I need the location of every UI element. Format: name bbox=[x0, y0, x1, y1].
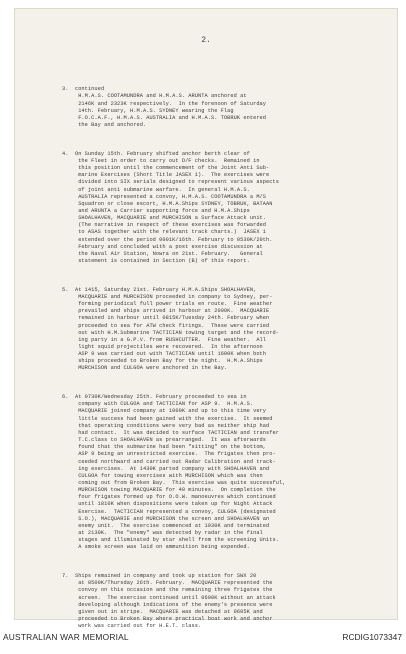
page-number: 2. bbox=[201, 36, 211, 45]
footer-institution: AUSTRALIAN WAR MEMORIAL bbox=[3, 632, 129, 642]
paragraph-3-continued: 3. continued H.M.A.S. COOTAMUNDRA and H.M.A.S. ARUNTA anchored at 2146K and 2323K respectively. In the forenoon of Saturday 14th. February, H.M.A.S. SYDNEY wearing the Flag F.O.C.A.F., H.M.A.S. AUSTRALIA and H.M.A.S. TOBRUK entered the Bay and anchored. bbox=[62, 86, 267, 129]
footer-record-id: RCDIG1073347 bbox=[342, 632, 402, 642]
archive-footer bbox=[0, 630, 406, 646]
document-page bbox=[14, 8, 398, 630]
paragraph-5: 5. At 1415, Saturday 21st. February H.M.A.Ships SHOALHAVEN, MACQUARIE and MURCHISON proceeded in company to Sydney, per- forming periodical full power trials en route. Fine weather prevailed and ships arrived in harbour at 2000K. MACQUARIE remained in harbour until 0815K/Tuesday 24th. February when proceeded to sea for ATW check firings. These were carried out with H.M.Submarine TACTICIAN towing target and the record- ing party in a G.P.V. from RUSHCUTTER. Fine weather. All light squid projectiles were recovered. In the afternoon ASP 9 was carried out with TACTICIAN until 1600K when both ships proceeded to Broken Bay for the night. H.M.A.Ships MURCHISON and CULGOA were anchored in the Bay. bbox=[62, 286, 279, 372]
paragraph-6: 6. At 0730K/Wednesday 25th. February proceeded to sea in company with CULGOA and TACTICIAN for ASP 9. H.M.A.S. MACQUARIE joined company at 1000K and up to this time very little success had been gained with the exercise. It seemed that operating conditions were very bad as neither ship had had contact. It was decided to surface TACTICIAN and transfer T.C.class to SHOALHAVEN as prearranged. It was afterwards found that the submarine had been "sitting" on the bottom, ASP 9 being an unrestricted exercise. The frigates then pro- ceeded northward and carried out Radar Calibration and track- ing exercises. At 1430K parted company with SHOALHAVEN and CULGOA for towing exercises with MURCHISON which was then coming out from Broken Bay. This exercise was quite successful, MURCHISON towing MACQUARIE for 40 minutes. On completion the four frigates formed up for O.O.W. manoeuvres which continued until 1810K when dispositions were taken up for Night Attack Exercise. TACTICIAN represented a convoy, CULGOA (designated S.O.), MACQUARIE and MURCHISON the screen and SHOALHAVEN an enemy unit. The exercise commenced at 1930K and terminated at 2130K. The "enemy" was detected by radar in the final stages and illuminated by star shell from the screening Units. A smoke screen was laid on ammunition being expended. bbox=[62, 394, 286, 551]
paragraph-4: 4. On Sunday 15th. February shifted anchor berth clear of the Fleet in order to carry out D/F checks. Remained in this position until the commencement of the Joint Anti Sub- marine Exercises (Short Title JASEX 1). The exercises were divided into SIX serials designed to represent various aspects of joint anti submarine warfare. In general H.M.A.S. AUSTRALIA represented a convoy, H.M.A.S. COOTAMUNDRA a M/S Squadron or close escort, H.M.A.Ships SYDNEY, TOBRUK, BATAAN and ARUNTA a Carrier supporting force and H.M.A.Ships SHOALHAVEN, MACQUARIE and MURCHISON a Surface Attack unit. (The narrative in respect of these exercises was forwarded to ASAS together with the relevant track charts.) JASEX 1 extended over the period 0001K/16th. February to 0530K/20th. February and concluded with a post exercise discussion at the Naval Air Station, Nowra on 21st. February. General statement is contained in Section (B) of this report. bbox=[62, 150, 279, 265]
document-body bbox=[62, 72, 362, 652]
paragraph-7: 7. Ships remained in company and took up station for SWX 20 at 0500K/Thursday 26th. February. MACQUARIE represented the convoy on this occasion and the remaining three frigates the screen. The exercise continued until 0600K without an attack developing although indications of the enemy's presence were given out in stripe. MACQUARIE was detached at 0605K and proceeded to Broken Bay where practical boat work and anchor work was carried out for H.E.T. class. bbox=[62, 573, 276, 630]
